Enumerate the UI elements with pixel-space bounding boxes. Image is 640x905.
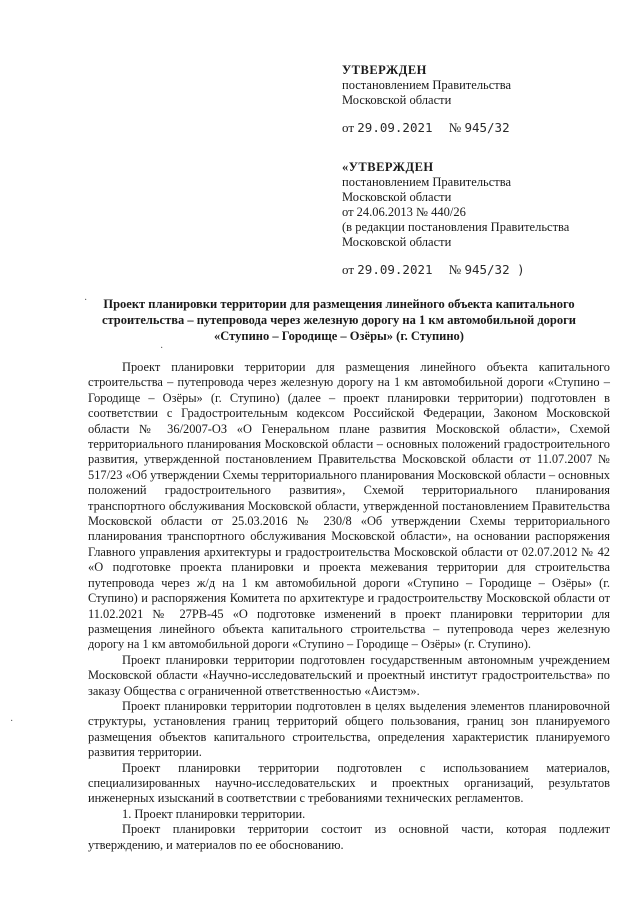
approval-number: 945/32 [464,120,510,135]
number-prefix: № [448,262,462,277]
approval-line: Московской области [342,235,452,249]
approval-number: 945/32 ) [464,262,525,277]
scan-speck: · [10,716,14,727]
approval-line: от 24.06.2013 № 440/26 [342,205,466,219]
approval-date: 29.09.2021 [357,120,433,135]
scan-speck: · [84,295,88,306]
paragraph: Проект планировки территории состоит из основной части, которая подлежит утверждению, и материалов по ее обоснованию. [88,822,610,852]
approval-date-line [342,262,569,277]
date-prefix: от [342,262,355,277]
approval-line: Московской области [342,93,452,107]
number-prefix: № [448,120,462,135]
approval-date: 29.09.2021 [357,262,433,277]
approval-line: Московской области [342,190,452,204]
approval-heading: «УТВЕРЖДЕН [342,160,434,174]
title-line: строительства – путепровода через железную дорогу на 1 км автомобильной дороги [101,313,577,327]
approval-line: (в редакции постановления Правительства [342,220,570,234]
title-line: «Ступино – Городище – Озёры» (г. Ступино) [214,329,464,343]
approval-date-line [342,120,511,135]
approval-stamp-secondary [342,160,569,277]
approval-line: постановлением Правительства [342,175,512,189]
document-body [88,360,610,853]
paragraph: 1. Проект планировки территории. [122,806,306,821]
approval-line: постановлением Правительства [342,78,512,92]
paragraph: Проект планировки территории подготовлен с использованием материалов, специализированных научно-исследовательских и проектных организаций, результатов инженерных изысканий в соответствии с требованиями технических регламентов. [88,760,610,806]
approval-stamp-primary [342,63,511,135]
title-line: Проект планировки территории для размещения линейного объекта капитального [103,297,575,311]
paragraph: Проект планировки территории подготовлен государственным автономным учреждением Московской области «Научно-исследовательский и проектный институт градостроительства» по заказу Общества с ограниченной ответственностью «Аистэм». [88,652,610,698]
date-prefix: от [342,120,355,135]
approval-heading: УТВЕРЖДЕН [342,63,427,77]
paragraph: Проект планировки территории для размещения линейного объекта капитального строительства – путепровода через железную дорогу на 1 км автомобильной дороги «Ступино – Городище – Озёры» (г. Ступино) (далее – проект планировки территории) подготовлен в соответствии с Градостроительным кодексом Российской Федерации, Законом Московской области № 36/2007-ОЗ «О Генеральном плане развития Московской области», Схемой территориального планирования Московской области – основных положений градостроительного развития, утвержденной постановлением Правительства Московской области от 11.07.2007 № 517/23 «Об утверждении Схемы территориального планирования Московской области – основных положений градостроительного развития», Схемой территориального планирования транспортного обслуживания Московской области, утвержденной постановлением Правительства Московской области от 25.03.2016 № 230/8 «Об утверждении Схемы территориального планирования транспортного обслуживания Московской области», на основании распоряжения Главного управления архитектуры и градостроительства Московской области от 02.07.2012 № 42 «О подготовке проекта планировки и проекта межевания территории для строительства путепровода через ж/д на 1 км автомобильной дороги «Ступино – Городище – Озёры» (г. Ступино) и распоряжения Комитета по архитектуре и градостроительству Московской области от 11.02.2021 № 27РВ-45 «О подготовке изменений в проект планировки территории для размещения линейного объекта капитального строительства – путепровода через железную дорогу на 1 км автомобильной дороги «Ступино – Городище – Озёры» (г. Ступино). [88,360,610,652]
document-title [86,296,592,344]
scan-speck: · [160,343,164,354]
paragraph: Проект планировки территории подготовлен в целях выделения элементов планировочной структуры, установления границ территорий общего пользования, границ зон планируемого размещения объектов капитального строительства, определения характеристик планируемого развития территории. [88,698,610,760]
